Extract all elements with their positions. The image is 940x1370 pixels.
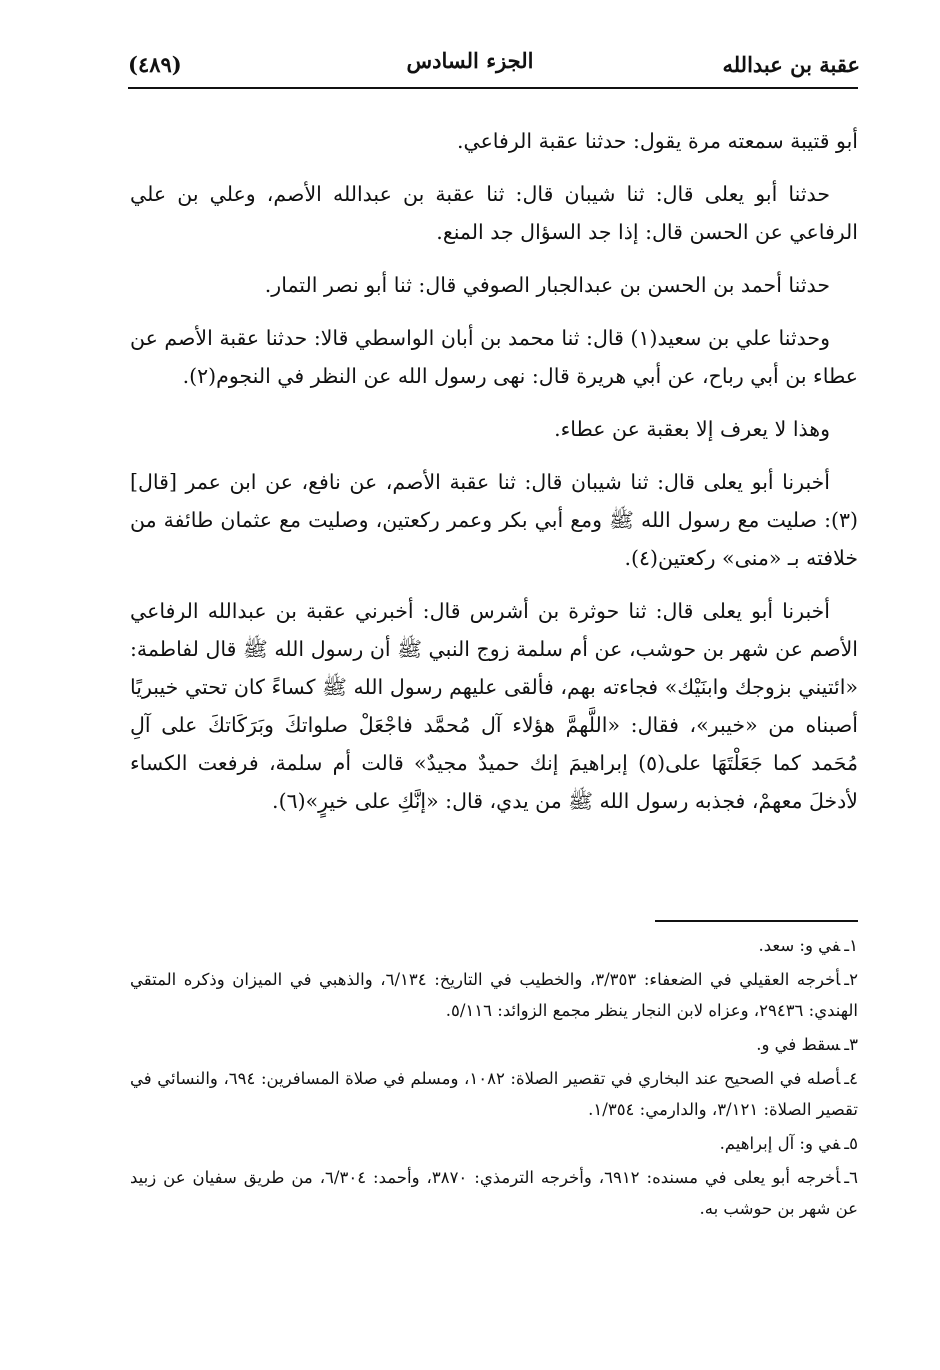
footnote-number: ١ـ	[844, 936, 858, 955]
paragraph: وحدثنا علي بن سعيد(١) قال: ثنا محمد بن أبان الواسطي قالا: حدثنا عقبة الأصم عن عطاء بن أبي رباح، عن أبي هريرة قال: نهى رسول الله عن النظر في النجوم(٢).	[130, 326, 858, 388]
footnote-number: ٥ـ	[844, 1134, 858, 1153]
footnote-text: أخرجه العقيلي في الضعفاء: ٣/٣٥٣، والخطيب في التاريخ: ٦/١٣٤، والذهبي في الميزان وذكره المتقي الهندي: ٢٩٤٣٦، وعزاه لابن النجار ينظر مجمع الزوائد: ٥/١١٦.	[130, 970, 858, 1020]
footnote-text: في و: سعد.	[758, 936, 841, 955]
footnote-divider	[655, 920, 858, 922]
paragraph: أخبرنا أبو يعلى قال: ثنا شيبان قال: ثنا عقبة الأصم، عن نافع، عن ابن عمر [قال](٣): صليت مع رسول الله ﷺ ومع أبي بكر وعمر ركعتين، وصليت مع عثمان طائفة من خلافته بـ «منى» ركعتين(٤).	[130, 470, 858, 570]
footnote	[130, 1162, 858, 1224]
header-divider	[128, 87, 858, 89]
footnote-number: ٣ـ	[844, 1035, 858, 1054]
footnote	[130, 1029, 858, 1060]
running-header-title: عقبة بن عبدالله	[722, 52, 860, 77]
footnotes	[130, 930, 858, 1227]
paragraph: وهذا لا يعرف إلا بعقبة عن عطاء.	[554, 417, 830, 441]
footnote-number: ٢ـ	[844, 970, 859, 989]
paragraph: أخبرنا أبو يعلى قال: ثنا حوثرة بن أشرس قال: أخبرني عقبة بن عبدالله الرفاعي الأصم عن شهر بن حوشب، عن أم سلمة زوج النبي ﷺ أن رسول الله ﷺ قال لفاطمة: «ائتيني بزوجك وابنَيْك» فجاءته بهم، فألقى عليهم رسول الله ﷺ كساءً كان تحتي خيبريًا أصبناه من «خيبر»، فقال: «اللَّهمَّ هؤلاء آل مُحمَّد فاجْعَلْ صلواتكَ وبَرَكَاتكَ على آلِ مُحَمد كما جَعَلْتَهَا على(٥) إبراهيمَ إنك حميدٌ مجيدٌ» قالت أم سلمة، فرفعت الكساء لأدخلَ معهمْ، فجذبه رسول الله ﷺ من يدي، قال: «إنَّكِ على خيرٍ»(٦).	[130, 599, 858, 813]
footnote-text: في و: آل إبراهيم.	[719, 1134, 841, 1153]
footnote	[130, 964, 858, 1026]
footnote-text: سقط في و.	[756, 1035, 841, 1054]
footnote-text: أخرجه أبو يعلى في مسنده: ٦٩١٢، وأخرجه الترمذي: ٣٨٧٠، وأحمد: ٦/٣٠٤، من طريق سفيان عن زبيد عن شهر بن حوشب به.	[130, 1168, 858, 1218]
paragraph: أبو قتيبة سمعته مرة يقول: حدثنا عقبة الرفاعي.	[456, 129, 858, 153]
footnote	[130, 930, 858, 961]
footnote	[130, 1063, 858, 1125]
footnote	[130, 1128, 858, 1159]
footnote-number: ٦ـ	[844, 1168, 858, 1187]
footnote-number: ٤ـ	[844, 1069, 858, 1088]
running-header-volume: الجزء السادس	[406, 48, 534, 73]
page-number: (٤٨٩)	[128, 52, 182, 77]
paragraph: حدثنا أبو يعلى قال: ثنا شيبان قال: ثنا عقبة بن عبدالله الأصم، وعلي بن علي الرفاعي عن الحسن قال: إذا جد السؤال جد المنع.	[130, 182, 858, 244]
main-text	[130, 122, 858, 835]
footnote-text: أصله في الصحيح عند البخاري في تقصير الصلاة: ١٠٨٢، ومسلم في صلاة المسافرين: ٦٩٤، والنسائي في تقصير الصلاة: ٣/١٢١، والدارمي: ١/٣٥٤.	[130, 1069, 858, 1119]
paragraph: حدثنا أحمد بن الحسن بن عبدالجبار الصوفي قال: ثنا أبو نصر التمار.	[264, 273, 830, 297]
